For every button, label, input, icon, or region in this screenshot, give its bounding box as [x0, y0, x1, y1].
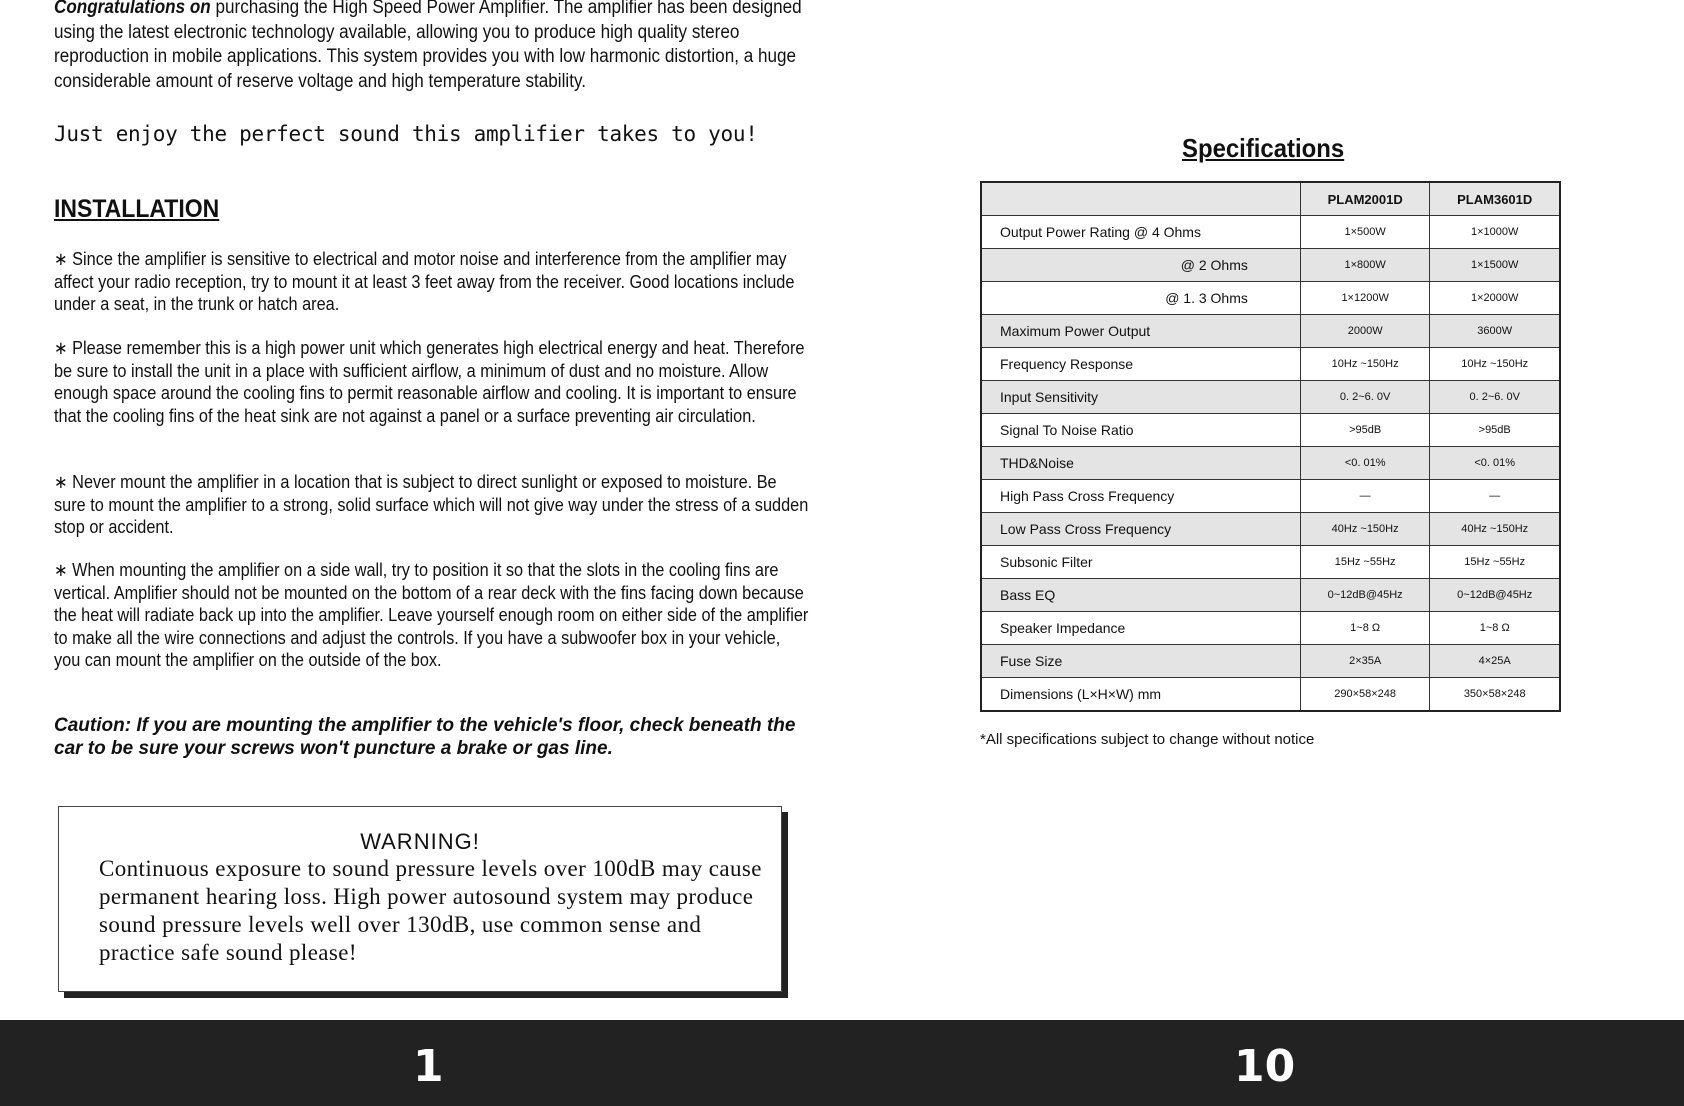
spec-value-a: 10Hz ~150Hz — [1300, 348, 1430, 381]
right-page — [842, 0, 1684, 1020]
spec-value-b: 1×1500W — [1430, 249, 1560, 282]
spec-value-a: <0. 01% — [1300, 447, 1430, 480]
spec-value-a: 2000W — [1300, 315, 1430, 348]
warning-text: Continuous exposure to sound pressure levels over 100dB may cause permanent hearing loss. High power autosound system may produce sound pressure levels well over 130dB, use common sense and practice safe sound please! — [99, 856, 762, 965]
spec-value-b: 15Hz ~55Hz — [1430, 546, 1560, 579]
column-header-plam3601d: PLAM3601D — [1430, 182, 1560, 216]
table-row — [981, 282, 1560, 315]
spec-value-a: 0. 2~6. 0V — [1300, 381, 1430, 414]
table-row — [981, 381, 1560, 414]
specifications-note: *All specifications subject to change without notice — [980, 731, 1315, 748]
table-row — [981, 513, 1560, 546]
spec-param: Dimensions (L×H×W) mm — [981, 678, 1300, 712]
table-row — [981, 480, 1560, 513]
intro-paragraph — [54, 0, 815, 94]
spec-param: Low Pass Cross Frequency — [981, 513, 1300, 546]
spec-value-b: 1~8 Ω — [1430, 612, 1560, 645]
spec-param: Output Power Rating @ 4 Ohms — [981, 216, 1300, 249]
table-header-row — [981, 182, 1560, 216]
spec-value-a: 15Hz ~55Hz — [1300, 546, 1430, 579]
table-row — [981, 249, 1560, 282]
installation-bullet-1: ∗ Since the amplifier is sensitive to electrical and motor noise and interference from the amplifier may affect your radio reception, try to mount it at least 3 feet away from the receiver. Good locations include under a seat, in the trunk or hatch area. — [54, 249, 795, 315]
table-row — [981, 348, 1560, 381]
left-page — [0, 0, 842, 1020]
spec-value-b: 4×25A — [1430, 645, 1560, 678]
spec-param: THD&Noise — [981, 447, 1300, 480]
specifications-table — [980, 181, 1561, 712]
spec-value-b: 10Hz ~150Hz — [1430, 348, 1560, 381]
spec-value-a: 1~8 Ω — [1300, 612, 1430, 645]
spec-value-a: 1×800W — [1300, 249, 1430, 282]
header-blank-cell — [981, 182, 1300, 216]
installation-bullet-4: ∗ When mounting the amplifier on a side wall, try to position it so that the slots in the cooling fins are vertical. Amplifier should not be mounted on the bottom of a rear deck with the fins facing down because the heat will radiate back up into the amplifier. Leave yourself enough room on either side of the amplifier to make all the wire connections and adjust the controls. If you have a subwoofer box in your vehicle, you can mount the amplifier on the outside of the box. — [54, 560, 809, 671]
table-row — [981, 612, 1560, 645]
spec-param: Maximum Power Output — [981, 315, 1300, 348]
spec-param: Signal To Noise Ratio — [981, 414, 1300, 447]
spec-value-a: 2×35A — [1300, 645, 1430, 678]
intro-text: purchasing the High Speed Power Amplifier. The amplifier has been designed using the latest electronic technology available, allowing you to produce high quality stereo reproduction in mobile applications. This system provides you with low harmonic distortion, a huge considerable amount of reserve voltage and high temperature stability. — [54, 0, 802, 92]
page-number-left: 1 — [413, 1041, 444, 1092]
spec-value-a: 290×58×248 — [1300, 678, 1430, 712]
spec-param: @ 1. 3 Ohms — [981, 282, 1300, 315]
spec-value-a: 0~12dB@45Hz — [1300, 579, 1430, 612]
spec-param: High Pass Cross Frequency — [981, 480, 1300, 513]
table-row — [981, 645, 1560, 678]
spec-param: @ 2 Ohms — [981, 249, 1300, 282]
spec-param: Input Sensitivity — [981, 381, 1300, 414]
caution-note — [54, 715, 814, 760]
spec-value-b: <0. 01% — [1430, 447, 1560, 480]
table-row — [981, 216, 1560, 249]
spec-param: Subsonic Filter — [981, 546, 1300, 579]
specifications-title: Specifications — [1182, 133, 1345, 163]
spec-param: Speaker Impedance — [981, 612, 1300, 645]
installation-bullet-2: ∗ Please remember this is a high power unit which generates high electrical energy and heat. Therefore be sure to install the unit in a place with sufficient airflow, a minimum of dust and no moisture. Allow enough space around the cooling fins to permit reasonable airflow and cooling. It is important to ensure that the cooling fins of the heat sink are not against a panel or a surface preventing air circulation. — [54, 338, 805, 426]
warning-box — [58, 806, 782, 992]
column-header-plam2001d: PLAM2001D — [1300, 182, 1430, 216]
enjoy-line: Just enjoy the perfect sound this amplifier takes to you! — [54, 122, 758, 146]
spec-value-b: >95dB — [1430, 414, 1560, 447]
spec-value-b: 0~12dB@45Hz — [1430, 579, 1560, 612]
spec-value-b: 3600W — [1430, 315, 1560, 348]
spec-param: Fuse Size — [981, 645, 1300, 678]
table-row — [981, 414, 1560, 447]
table-row — [981, 579, 1560, 612]
installation-heading: INSTALLATION — [54, 195, 220, 223]
table-row — [981, 315, 1560, 348]
spec-value-b: — — [1430, 480, 1560, 513]
spec-value-a: 1×500W — [1300, 216, 1430, 249]
intro-lead: Congratulations on — [54, 0, 211, 18]
page-number-right: 10 — [1234, 1041, 1296, 1092]
spec-value-b: 40Hz ~150Hz — [1430, 513, 1560, 546]
spec-value-a: — — [1300, 480, 1430, 513]
spec-value-a: >95dB — [1300, 414, 1430, 447]
spec-value-a: 40Hz ~150Hz — [1300, 513, 1430, 546]
spec-value-b: 1×1000W — [1430, 216, 1560, 249]
caution-label: Caution — [54, 715, 125, 736]
spec-param: Bass EQ — [981, 579, 1300, 612]
spec-value-b: 1×2000W — [1430, 282, 1560, 315]
table-row — [981, 447, 1560, 480]
spec-param: Frequency Response — [981, 348, 1300, 381]
footer-bar — [0, 1020, 1684, 1106]
spec-value-b: 0. 2~6. 0V — [1430, 381, 1560, 414]
table-row — [981, 678, 1560, 712]
spec-value-a: 1×1200W — [1300, 282, 1430, 315]
warning-title: WARNING! — [360, 829, 480, 854]
installation-bullet-3: ∗ Never mount the amplifier in a location that is subject to direct sunlight or exposed to moisture. Be sure to mount the amplifier to a strong, solid surface which will not give way under the stress of a sudden stop or accident. — [54, 472, 809, 538]
table-row — [981, 546, 1560, 579]
spec-value-b: 350×58×248 — [1430, 678, 1560, 712]
caution-text: : If you are mounting the amplifier to the vehicle's floor, check beneath the car to be sure your screws won't puncture a brake or gas line. — [54, 715, 796, 759]
